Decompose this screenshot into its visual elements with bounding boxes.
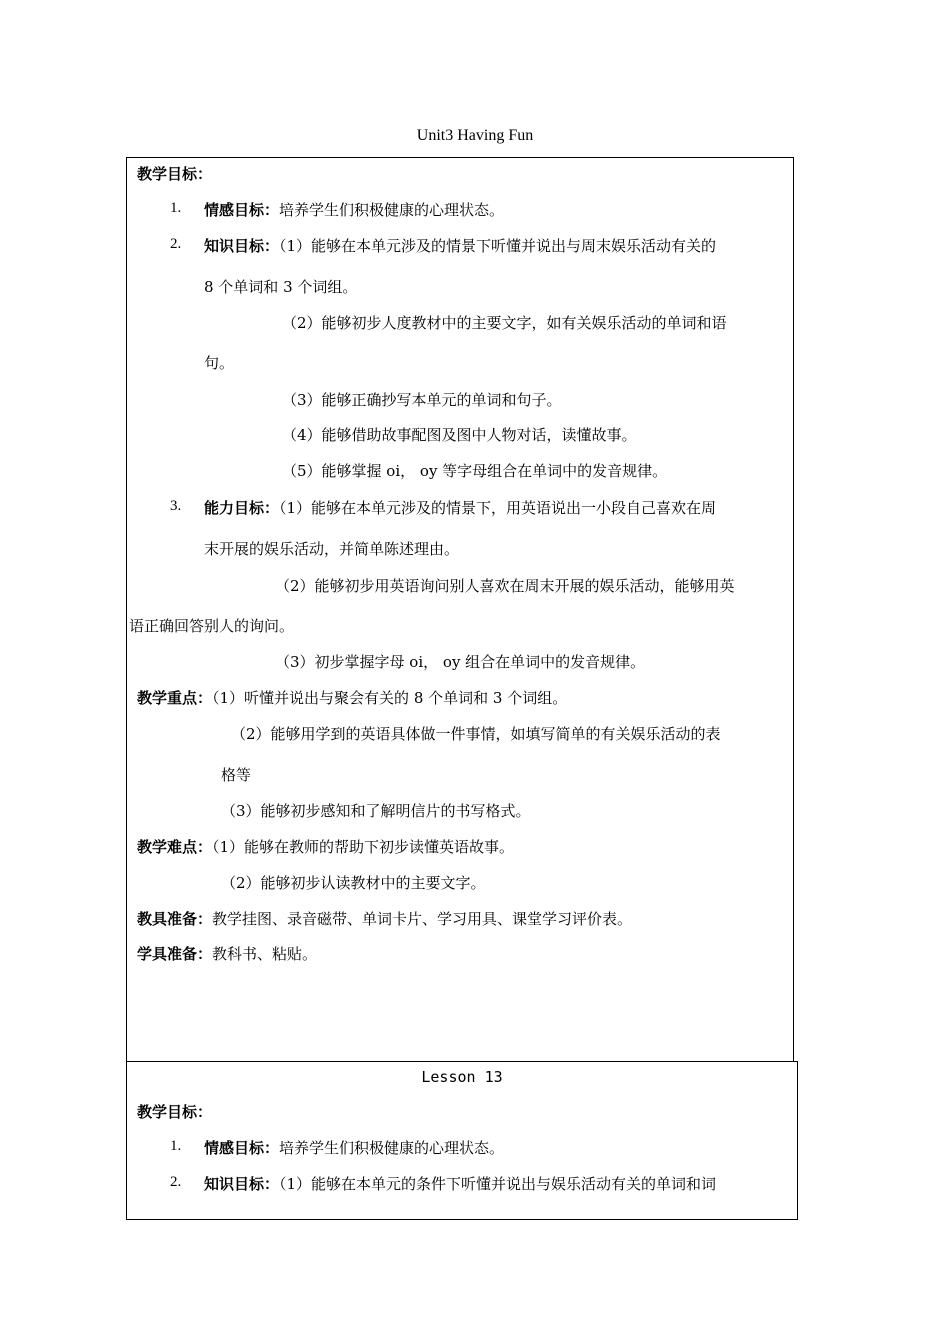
- teaching-focus-p2a: （2）能够用学到的英语具体做一件事情，如填写简单的有关娱乐活动的表: [231, 725, 721, 743]
- knowledge-point-4: （4）能够借助故事配图及图中人物对话，读懂故事。: [282, 426, 637, 444]
- item3-number: 3.: [170, 498, 182, 514]
- lesson-item1-number: 1.: [170, 1138, 182, 1154]
- teaching-difficulty-p1: （1）能够在教师的帮助下初步读懂英语故事。: [212, 838, 515, 856]
- ability-goal-text: （1）能够在本单元涉及的情景下，用英语说出一小段自己喜欢在周: [279, 499, 717, 517]
- teaching-tools-label: 教具准备：: [137, 910, 213, 928]
- lesson-knowledge-goal: [204, 1174, 716, 1194]
- knowledge-point-3: （3）能够正确抄写本单元的单词和句子。: [282, 391, 562, 409]
- teaching-focus-p1: （1）听懂并说出与聚会有关的 8 个单词和 3 个词组。: [212, 689, 568, 707]
- teaching-focus-label: 教学重点：: [137, 689, 213, 707]
- lesson-title: Lesson 13: [421, 1068, 503, 1086]
- knowledge-goal-text: （1）能够在本单元涉及的情景下听懂并说出与周末娱乐活动有关的: [279, 237, 717, 255]
- emotion-goal: [204, 200, 504, 220]
- lesson-item2-number: 2.: [170, 1174, 182, 1190]
- teaching-focus-p3: （3）能够初步感知和了解明信片的书写格式。: [221, 802, 531, 820]
- student-tools-label: 学具准备：: [137, 945, 213, 963]
- ability-goal-cont: 末开展的娱乐活动，并简单陈述理由。: [204, 540, 460, 558]
- knowledge-goal-label: 知识目标：: [204, 237, 280, 255]
- knowledge-point-2b: 句。: [204, 354, 235, 372]
- lesson-knowledge-goal-text: （1）能够在本单元的条件下听懂并说出与娱乐活动有关的单词和词: [279, 1175, 717, 1193]
- item2-number: 2.: [170, 236, 182, 252]
- lesson-emotion-goal-text: 培养学生们积极健康的心理状态。: [279, 1139, 505, 1157]
- emotion-goal-text: 培养学生们积极健康的心理状态。: [279, 201, 505, 219]
- ability-point-2b: 语正确回答别人的询问。: [129, 617, 295, 635]
- item1-number: 1.: [170, 200, 182, 216]
- unit-plan-box: [126, 157, 794, 1062]
- knowledge-point-5: （5）能够掌握 oi， oy 等字母组合在单词中的发音规律。: [282, 462, 668, 480]
- ability-goal-label: 能力目标：: [204, 499, 280, 517]
- teaching-difficulty-label: 教学难点：: [137, 838, 213, 856]
- document-title: Unit3 Having Fun: [416, 127, 534, 144]
- ability-point-3: （3）初步掌握字母 oi， oy 组合在单词中的发音规律。: [275, 653, 646, 671]
- lesson-emotion-goal-label: 情感目标：: [204, 1139, 280, 1157]
- lesson-box: [126, 1061, 798, 1220]
- ability-point-2a: （2）能够初步用英语询问别人喜欢在周末开展的娱乐活动，能够用英: [275, 577, 735, 595]
- teaching-tools-text: 教学挂图、录音磁带、单词卡片、学习用具、课堂学习评价表。: [212, 910, 633, 928]
- lesson-knowledge-goal-label: 知识目标：: [204, 1175, 280, 1193]
- teaching-focus-p2b: 格等: [221, 766, 252, 784]
- teaching-tools: [137, 909, 632, 929]
- lesson-emotion-goal: [204, 1138, 504, 1158]
- goals-heading: 教学目标：: [137, 165, 213, 183]
- knowledge-goal-cont: 8 个单词和 3 个词组。: [204, 278, 358, 296]
- ability-goal: [204, 498, 716, 518]
- emotion-goal-label: 情感目标：: [204, 201, 280, 219]
- student-tools-text: 教科书、粘贴。: [212, 945, 318, 963]
- teaching-difficulty-p2: （2）能够初步认读教材中的主要文字。: [221, 874, 486, 892]
- student-tools: [137, 944, 317, 964]
- knowledge-goal: [204, 236, 716, 256]
- teaching-focus: [137, 688, 567, 708]
- lesson-goals-heading: 教学目标：: [137, 1103, 213, 1121]
- teaching-difficulty: [137, 837, 514, 857]
- knowledge-point-2a: （2）能够初步人度教材中的主要文字，如有关娱乐活动的单词和语: [282, 314, 727, 332]
